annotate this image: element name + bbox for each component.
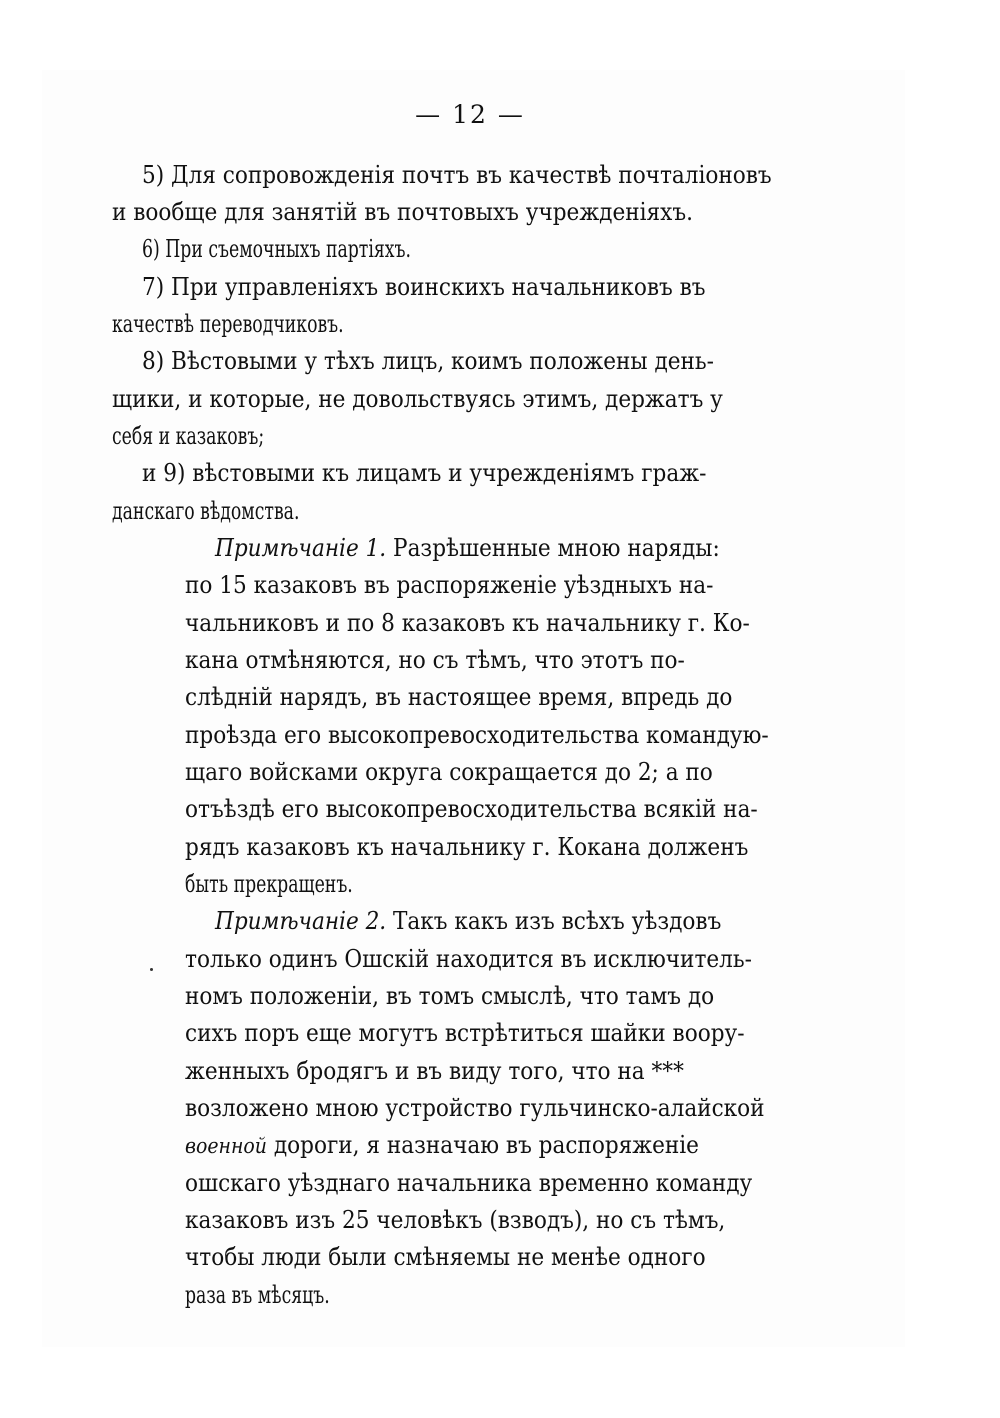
note-1-line: быть прекращенъ.	[185, 870, 353, 898]
note-2-line: сихъ поръ еще могутъ встрѣтиться шайки воору-	[185, 1019, 745, 1047]
note-2-first-line	[215, 906, 721, 936]
note-1-line: чальниковъ и по 8 казаковъ къ начальнику г. Ко-	[185, 609, 750, 637]
note-2-text: Такъ какъ изъ всѣхъ уѣздовъ	[393, 907, 722, 935]
italic-word: военной	[185, 1134, 267, 1158]
item-7-line-1: 7) При управленіяхъ воинскихъ начальниковъ въ	[142, 273, 706, 301]
item-8-line-1: 8) Вѣстовыми у тѣхъ лицъ, коимъ положены день-	[142, 347, 714, 375]
item-9-line-2: данскаго вѣдомства.	[112, 497, 300, 525]
note-2-line: возложено мною устройство гульчинско-алайской	[185, 1094, 765, 1122]
note-1-line: слѣдній нарядъ, въ настоящее время, впредь до	[185, 683, 733, 711]
note-1-line: рядъ казаковъ къ начальнику г. Кокана долженъ	[185, 833, 749, 861]
note-1-line: отъѣздѣ его высокопревосходительства всякій на-	[185, 795, 758, 823]
note-1-line: щаго войсками округа сокращается до 2; а по	[185, 758, 713, 786]
item-8-line-3: себя и казаковъ;	[112, 422, 265, 450]
item-8-line-2: щики, и которые, не довольствуясь этимъ, держатъ у	[112, 385, 723, 413]
item-9-line-1: и 9) вѣстовыми къ лицамъ и учрежденіямъ граж-	[142, 459, 707, 487]
stray-mark	[150, 968, 153, 971]
note-2-line: ошскаго уѣзднаго начальника временно команду	[185, 1169, 753, 1197]
item-5-line-2	[112, 197, 782, 227]
note-1-first-line	[215, 533, 720, 563]
item-7-line-2: качествѣ переводчиковъ.	[112, 310, 344, 338]
note-2-line: раза въ мѣсяцъ.	[185, 1281, 330, 1309]
note-2-line: только одинъ Ошскій находится въ исключитель-	[185, 945, 752, 973]
note-2-line: чтобы люди были смѣняемы не менѣе одного	[185, 1243, 706, 1271]
note-1-line: проѣзда его высокопревосходительства командую-	[185, 721, 769, 749]
note-1-text: Разрѣшенные мною наряды:	[393, 534, 720, 562]
note-1-line: кана отмѣняются, но съ тѣмъ, что этотъ по-	[185, 646, 685, 674]
note-2-line: казаковъ изъ 25 человѣкъ (взводъ), но съ тѣмъ,	[185, 1206, 726, 1234]
page-number: — 12 —	[415, 100, 525, 129]
note-2-label: Примѣчаніе 2.	[215, 907, 387, 935]
note-1-label: Примѣчаніе 1.	[215, 534, 387, 562]
note-1-line: по 15 казаковъ въ распоряженіе уѣздныхъ на-	[185, 571, 714, 599]
note-2-text: дороги, я назначаю въ распоряженіе	[273, 1131, 699, 1159]
item-6-line-1: 6) При съемочныхъ партіяхъ.	[142, 235, 411, 263]
item-5-line-1	[142, 160, 834, 190]
note-2-italic-line	[185, 1130, 699, 1161]
text: и вообще для занятій въ почтовыхъ учрежденіяхъ.	[112, 198, 693, 226]
note-2-line: женныхъ бродягъ и въ виду того, что на ***	[185, 1057, 684, 1085]
text: 5) Для сопровожденія почтъ въ качествѣ почталіоновъ	[142, 161, 772, 189]
note-2-line: номъ положеніи, въ томъ смыслѣ, что тамъ до	[185, 982, 715, 1010]
